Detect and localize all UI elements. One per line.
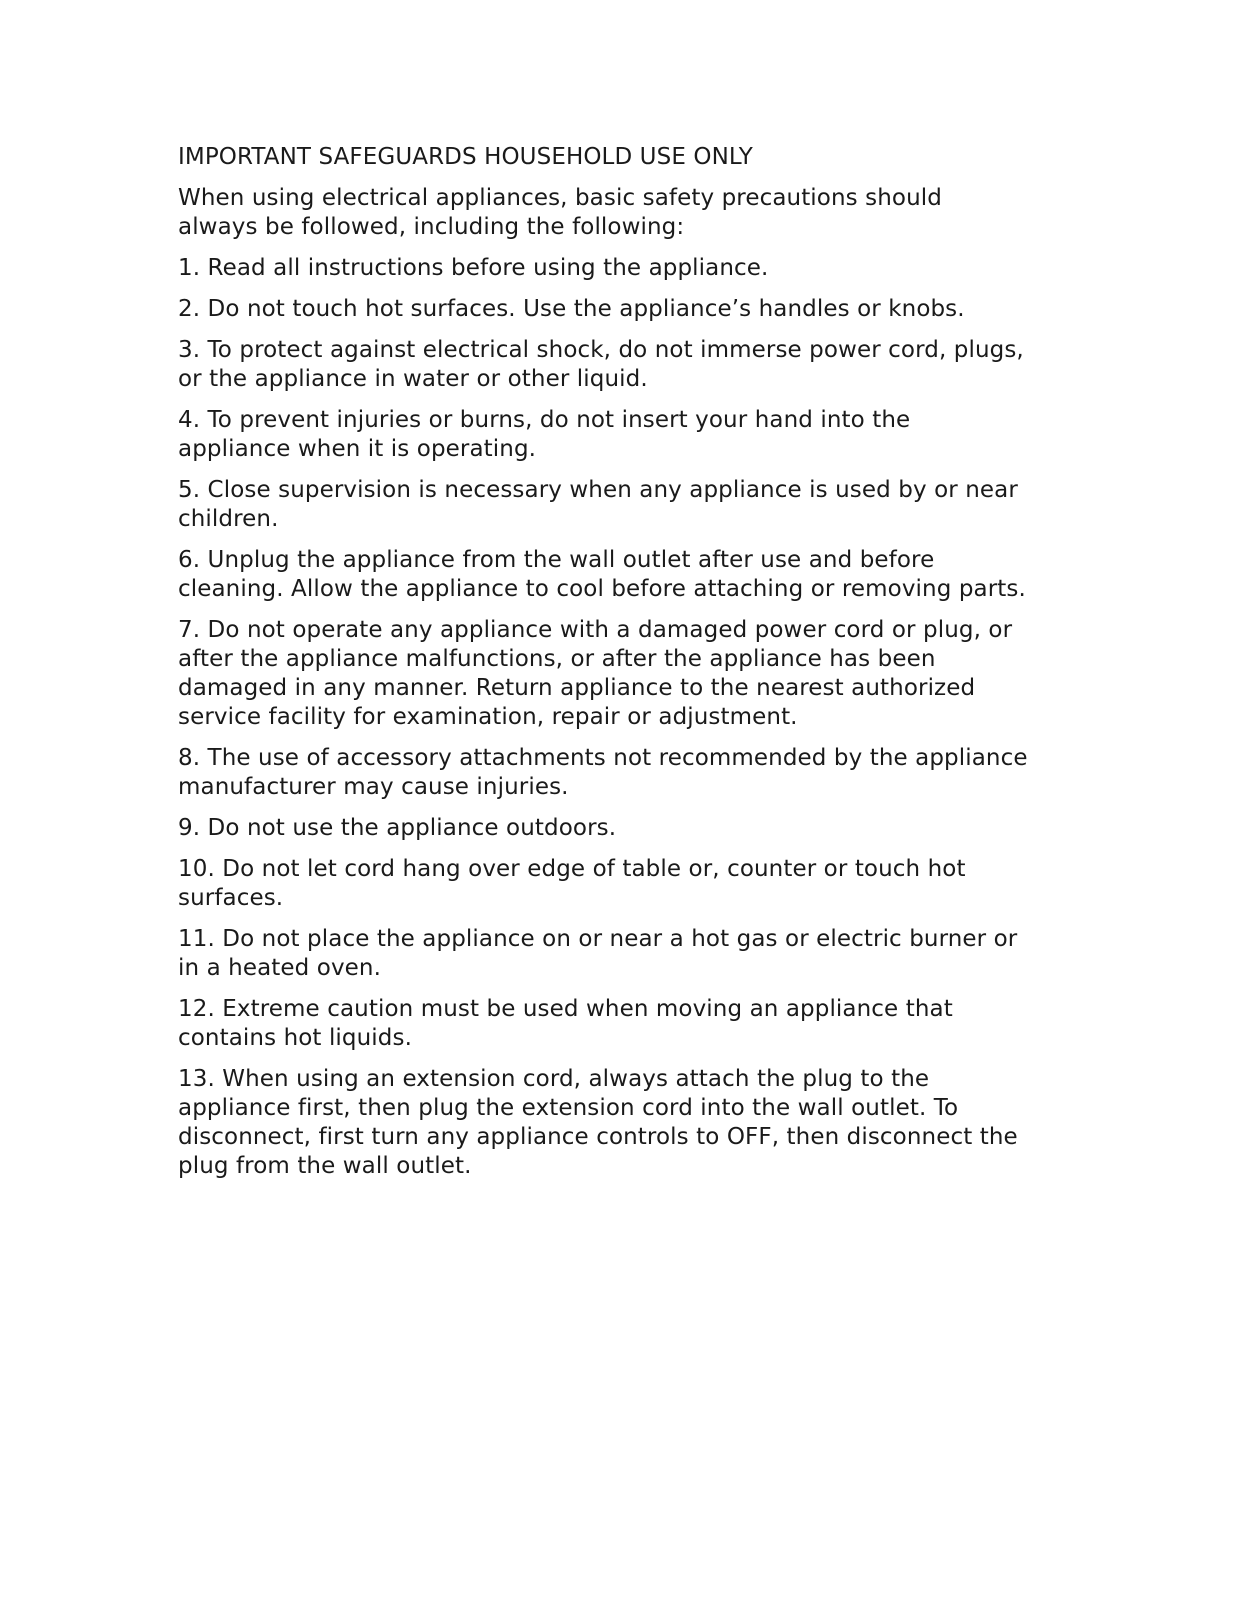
safeguard-item: 2. Do not touch hot surfaces. Use the appliance’s handles or knobs. (178, 296, 965, 322)
safeguard-item: 5. Close supervision is necessary when any appliance is used by or near children. (178, 477, 1018, 532)
safeguards-list (178, 254, 1028, 1181)
safeguard-item: 3. To protect against electrical shock, do not immerse power cord, plugs, or the appliance in water or other liquid. (178, 337, 1024, 392)
safeguard-item: 13. When using an extension cord, always attach the plug to the appliance first, then plug the extension cord into the wall outlet. To disconnect, first turn any appliance controls to OFF, then disconnect the plug from the wall outlet. (178, 1066, 1018, 1179)
safeguard-item: 11. Do not place the appliance on or near a hot gas or electric burner or in a heated oven. (178, 926, 1018, 981)
safeguard-item: 6. Unplug the appliance from the wall outlet after use and before cleaning. Allow the appliance to cool before attaching or removing parts. (178, 547, 1026, 602)
safeguard-item: 8. The use of accessory attachments not recommended by the appliance manufacturer may cause injuries. (178, 745, 1028, 800)
safeguard-item: 4. To prevent injuries or burns, do not insert your hand into the appliance when it is operating. (178, 407, 911, 462)
safeguard-item: 9. Do not use the appliance outdoors. (178, 815, 617, 841)
safeguard-item: 12. Extreme caution must be used when moving an appliance that contains hot liquids. (178, 996, 953, 1051)
safeguard-item: 1. Read all instructions before using the appliance. (178, 255, 769, 281)
document-body (178, 143, 1028, 1193)
intro-paragraph: When using electrical appliances, basic safety precautions should always be followed, including the following: (178, 185, 942, 240)
safeguard-item: 7. Do not operate any appliance with a damaged power cord or plug, or after the appliance malfunctions, or after the appliance has been damaged in any manner. Return appliance to the nearest authorized service facility for examination, repair or adjustment. (178, 617, 1013, 730)
document-heading: IMPORTANT SAFEGUARDS HOUSEHOLD USE ONLY (178, 144, 753, 170)
safeguard-item: 10. Do not let cord hang over edge of table or, counter or touch hot surfaces. (178, 856, 966, 911)
